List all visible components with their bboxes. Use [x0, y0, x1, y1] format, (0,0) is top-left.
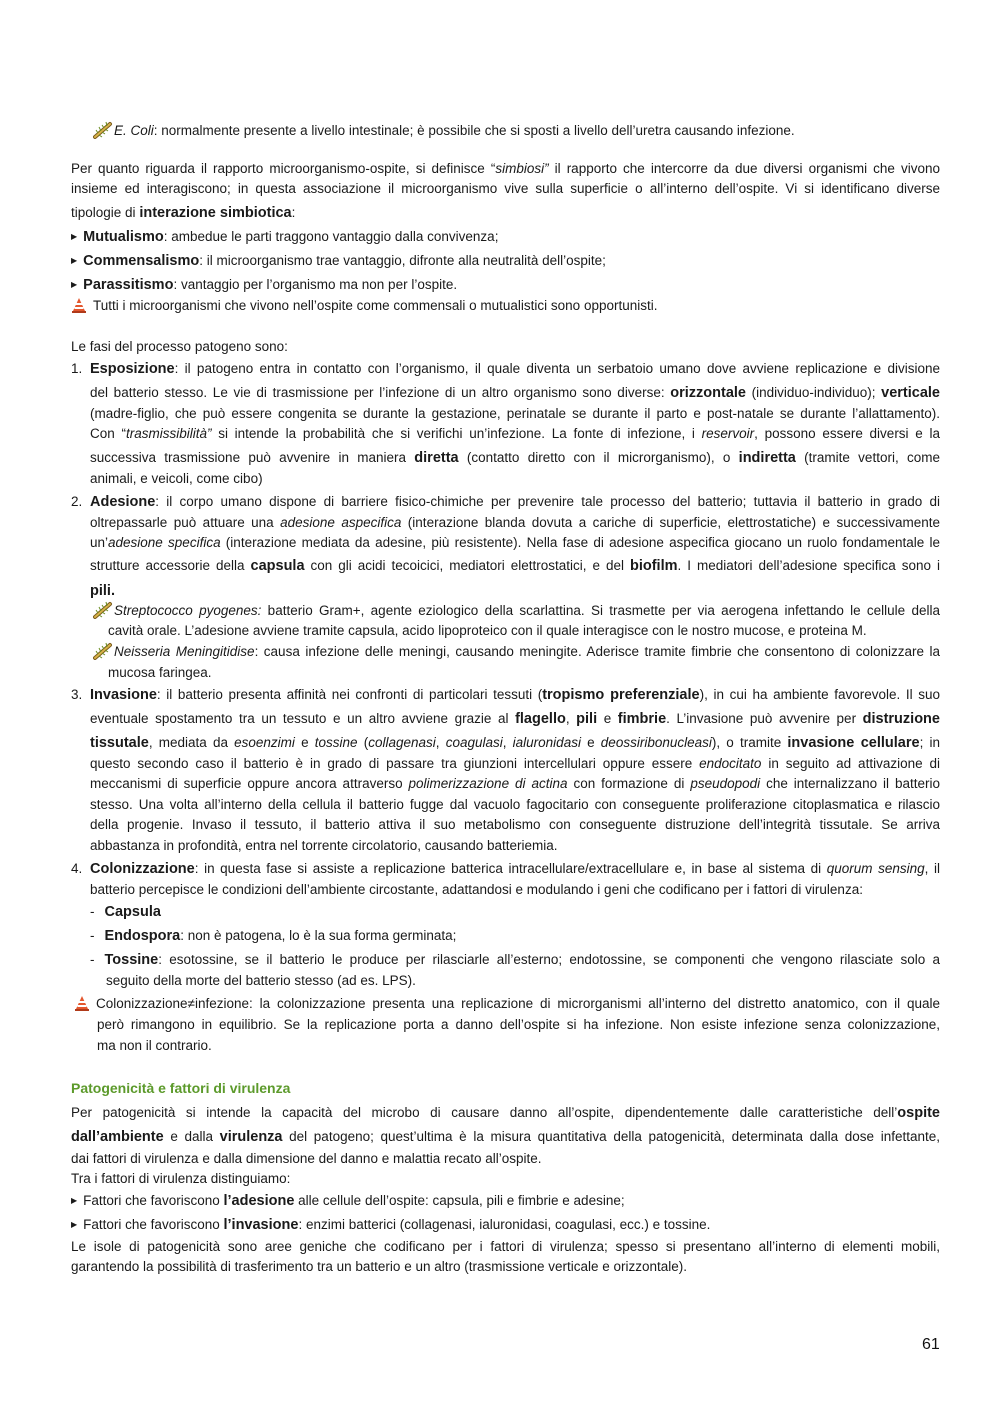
- phase-4-line-1: Colonizzazione: in questa fase si assiste a replicazione batterica intracellulare/extracellulare e, in base al sistema di quorum sensing, il: [90, 861, 940, 877]
- phase-1-line-5: successiva trasmissione può avvenire in maniera diretta (contatto diretto con il microrganismo), o indiretta (tramite vettori, come: [90, 450, 940, 466]
- phase-1-number: 1.: [71, 361, 83, 376]
- pathogenicity-line-1: Per patogenicità si intende la capacità del microbo di causare danno all’ospite, dipendentemente dalle caratteristiche dell’ospite: [71, 1105, 940, 1121]
- example-neisseria: Neisseria Meningitidise: causa infezione delle meningi, causando meningite. Aderisce tramite fimbrie che consentono di colonizzare la: [93, 642, 940, 665]
- phase-1-line-1: Esposizione: il patogeno entra in contatto con l’organismo, il quale diventa un serbatoio umano dove avviene replicazione e divisione: [90, 361, 940, 377]
- bacteria-icon: [93, 121, 113, 144]
- pathogenicity-line-4: Tra i fattori di virulenza distinguiamo:: [71, 1171, 291, 1186]
- warning-note-colonization-line-2: però rimangono in equilibrio. Se la replicazione porta a danno dell’ospite si ha infezione. Non esiste infezione senza colonizzazione,: [97, 1017, 940, 1032]
- warning-note-colonization-line-3: ma non il contrario.: [97, 1038, 212, 1053]
- symbiosis-paragraph-line-3: tipologie di interazione simbiotica:: [71, 205, 296, 221]
- phase-4-number: 4.: [71, 861, 83, 876]
- phase-3-line-8: abbastanza in profondità, entra nel torrente circolatorio, causando batteriemia.: [90, 838, 558, 853]
- warning-note-colonization: Colonizzazione≠infezione: la colonizzazione presenta una replicazione di microrganismi all’interno del distretto anatomico, con il quale: [74, 995, 940, 1016]
- bacteria-icon: [93, 642, 113, 665]
- phase-3-line-2: eventuale spostamento tra un tessuto e un altro avviene grazie al flagello, pili e fimbrie. L’invasione può avvenire per distruzione: [90, 711, 940, 727]
- warning-note-opportunists: Tutti i microorganismi che vivono nell’ospite come commensali o mutualistici sono opportunisti.: [71, 297, 658, 318]
- phase-4-line-2: batterio percepisce le condizioni dell’ambiente circostante, adattandosi e modulando i geni che codificano per i fattori di virulenza:: [90, 882, 863, 897]
- triangle-bullet-icon: ▶: [71, 280, 78, 289]
- symbiosis-paragraph-line-2: insieme ed interagiscono; in questa associazione il microorganismo vive sulla superficie o all’interno dell’ospite. Vi si identificano diverse: [71, 181, 940, 196]
- phase-2-line-5: pili.: [90, 583, 115, 599]
- phase-1-line-4: Con “trasmissibilità” si intende la probabilità che si verifichi un’infezione. La fonte di infezione, i reservoir, possono essere diversi e la: [90, 426, 940, 441]
- triangle-bullet-icon: ▶: [71, 232, 78, 241]
- triangle-bullet-icon: ▶: [71, 256, 78, 265]
- phase-3-line-6: stesso. Una volta all’interno della cellula il batterio fugge dal vacuolo fagocitario con conseguente proliferazione citoplasmatica e rilascio: [90, 797, 940, 812]
- section-heading: Patogenicità e fattori di virulenza: [71, 1080, 291, 1096]
- sub-item-tossine-line-2: seguito della morte del batterio stesso (ad es. LPS).: [106, 973, 416, 988]
- list-item-commensalism: ▶ Commensalismo: il microorganismo trae vantaggio, difronte alla neutralità dell’ospite;: [71, 253, 606, 269]
- phases-intro: Le fasi del processo patogeno sono:: [71, 339, 288, 354]
- phase-2-line-4: strutture accessorie della capsula con gli acidi tecoicici, mediatori elettrostatici, e del biofilm. I mediatori dell’adesione specifica sono i: [90, 558, 941, 574]
- list-item-invasion-factors: ▶ Fattori che favoriscono l’invasione: enzimi batterici (collagenasi, ialuronidasi, coagulasi, ecc.) e tossine.: [71, 1217, 711, 1233]
- phase-1-line-6: animali, e veicoli, come cibo): [90, 471, 263, 486]
- page-number: 61: [922, 1336, 940, 1353]
- sub-item-endospora: - Endospora: non è patogena, lo è la sua forma germinata;: [90, 928, 457, 944]
- symbiosis-paragraph-line-1: Per quanto riguarda il rapporto microorganismo-ospite, si definisce “simbiosi” il rapporto che intercorre da due diversi organismi che vivono: [71, 161, 940, 176]
- example-neisseria-line-2: mucosa faringea.: [108, 665, 212, 680]
- warning-cone-icon: [71, 297, 87, 318]
- pathogenicity-line-3: dai fattori di virulenza e dalla dimensione del danno e malattia recato all’ospite.: [71, 1151, 542, 1166]
- example-streptococco-line-2: cavità orale. L’adesione avviene tramite capsula, acido lipoproteico con il quale interagisce con le nostro mucose, e proteina M.: [108, 623, 867, 638]
- warning-cone-icon: [74, 995, 90, 1016]
- phase-2-line-3: un’adesione specifica (interazione mediata da adesine, più resistente). Nella fase di adesione aspecifica giocano un ruolo fondamentale le: [90, 535, 940, 550]
- list-item-mutualism: ▶ Mutualismo: ambedue le parti traggono vantaggio dalla convivenza;: [71, 229, 499, 245]
- phase-1-line-3: (madre-figlio, che può essere congenita se durante la gestazione, perinatale se durante il parto e post-natale se durante l’allattamento).: [90, 406, 940, 421]
- bacteria-icon: [93, 601, 113, 624]
- phase-3-line-4: questo secondo caso il batterio è in grado di passare tra giunzioni intercellulari oppure essere endocitato in seguito ad attivazione di: [90, 756, 940, 771]
- phase-3-line-3: tissutale, mediata da esoenzimi e tossine (collagenasi, coagulasi, ialuronidasi e deossiribonucleasi), o tramite invasione cellulare; in: [90, 735, 940, 751]
- phase-2-line-2: oltrepassarle può attuare una adesione aspecifica (interazione blanda dovuta a cariche di superficie, elettrostatiche) e successivamente: [90, 515, 940, 530]
- example-ecoli-name: E. Coli: [114, 123, 154, 138]
- phase-3-line-7: della progenie. Invaso il tessuto, il batterio attiva il suo metabolismo con conseguente distruzione dell’integrità tissutale. Se arriva: [90, 817, 940, 832]
- phase-3-line-1: Invasione: il batterio presenta affinità nei confronti di particolari tessuti (tropismo preferenziale), in cui ha ambiente favorevole. Il suo: [90, 687, 940, 703]
- pathogenicity-islands-line-2: garantendo la possibilità di trasferimento tra un batterio e un altro (trasmissione verticale e orizzontale).: [71, 1259, 688, 1274]
- phase-2-line-1: Adesione: il corpo umano dispone di barriere fisico-chimiche per prevenire tale processo del batterio; tuttavia il batterio in grado di: [90, 494, 940, 510]
- phase-1-line-2: del batterio stesso. Le vie di trasmissione per l’infezione di un altro organismo sono diverse: orizzontale (individuo-individuo); verticale: [90, 385, 940, 401]
- phase-3-number: 3.: [71, 687, 83, 702]
- triangle-bullet-icon: ▶: [71, 1196, 78, 1205]
- triangle-bullet-icon: ▶: [71, 1220, 78, 1229]
- sub-item-capsula: - Capsula: [90, 904, 161, 920]
- sub-item-tossine: - Tossine: esotossine, se il batterio le produce per rilasciarle all’esterno; endotossine, se componenti che vengono rilasciate solo a: [90, 952, 940, 968]
- pathogenicity-islands-line-1: Le isole di patogenicità sono aree geniche che codificano per i fattori di virulenza; spesso si presentano all’interno di elementi mobili,: [71, 1239, 940, 1254]
- example-streptococco: Streptococco pyogenes: batterio Gram+, agente eziologico della scarlattina. Si trasmette per via aerogena infettando le cellule della: [93, 601, 940, 624]
- phase-2-number: 2.: [71, 494, 83, 509]
- list-item-adhesion-factors: ▶ Fattori che favoriscono l’adesione alle cellule dell’ospite: capsula, pili e fimbrie e adesine;: [71, 1193, 625, 1209]
- pathogenicity-line-2: dall’ambiente e dalla virulenza del patogeno; quest’ultima è la misura quantitativa della patogenicità, determinata dalla dose infettante,: [71, 1129, 940, 1145]
- phase-3-line-5: meccanismi di superficie oppure ancora attraverso polimerizzazione di actina con formazione di pseudopodi che internalizzano il batterio: [90, 776, 940, 791]
- list-item-parasitism: ▶ Parassitismo: vantaggio per l’organismo ma non per l’ospite.: [71, 277, 458, 293]
- example-ecoli: E. Coli: normalmente presente a livello intestinale; è possibile che si sposti a livello dell’uretra causando infezione.: [93, 121, 795, 144]
